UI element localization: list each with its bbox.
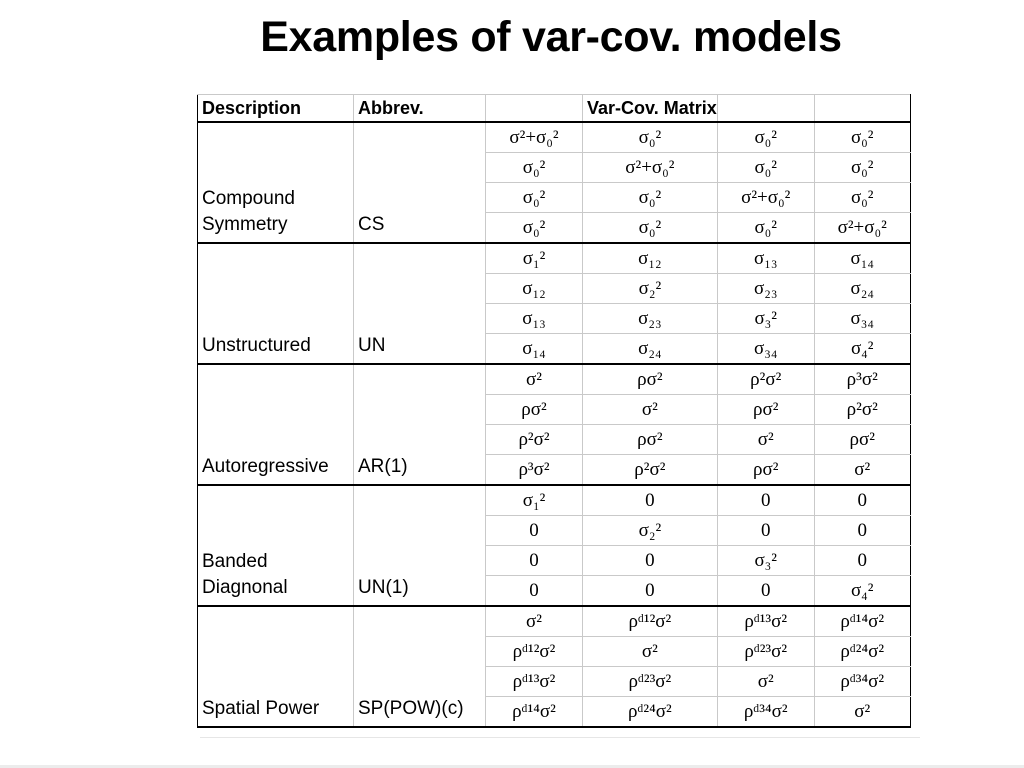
- matrix-cell: σ₀²: [486, 183, 583, 213]
- matrix-cell: 0: [583, 576, 718, 607]
- model-description: Unstructured: [198, 243, 354, 364]
- matrix-cell: σ₀²: [717, 153, 814, 183]
- model-description: Autoregressive: [198, 364, 354, 485]
- header-empty-1: [486, 95, 583, 123]
- table-row: [198, 485, 911, 516]
- matrix-cell: σ₁₃: [717, 243, 814, 274]
- matrix-cell: ρ²σ²: [583, 455, 718, 486]
- matrix-cell: σ₀²: [814, 183, 910, 213]
- matrix-cell: σ²: [583, 395, 718, 425]
- table-row: [198, 364, 911, 395]
- matrix-cell: 0: [717, 516, 814, 546]
- header-empty-3: [814, 95, 910, 123]
- matrix-cell: σ₂²: [583, 516, 718, 546]
- model-abbrev: SP(POW)(c): [354, 606, 486, 727]
- matrix-cell: σ₀²: [717, 213, 814, 244]
- matrix-cell: ρᵈ¹³σ²: [486, 667, 583, 697]
- table-row: [198, 243, 911, 274]
- matrix-cell: 0: [814, 485, 910, 516]
- page-title: Examples of var-cov. models: [260, 13, 842, 61]
- matrix-cell: σ²: [814, 455, 910, 486]
- matrix-cell: σ₁₄: [814, 243, 910, 274]
- header-empty-2: [717, 95, 814, 123]
- model-abbrev: CS: [354, 122, 486, 243]
- matrix-cell: ρσ²: [717, 455, 814, 486]
- matrix-cell: 0: [486, 576, 583, 607]
- var-cov-table: [197, 94, 911, 728]
- matrix-cell: σ²+σ₀²: [717, 183, 814, 213]
- table-row: [198, 606, 911, 637]
- matrix-cell: σ₀²: [583, 213, 718, 244]
- matrix-cell: σ₀²: [583, 122, 718, 153]
- matrix-cell: σ₀²: [486, 213, 583, 244]
- matrix-cell: ρᵈ¹⁴σ²: [486, 697, 583, 728]
- matrix-cell: 0: [717, 576, 814, 607]
- matrix-cell: σ₂₄: [583, 334, 718, 365]
- matrix-cell: σ₃₄: [814, 304, 910, 334]
- matrix-cell: σ₄²: [814, 576, 910, 607]
- matrix-cell: ρᵈ¹³σ²: [717, 606, 814, 637]
- matrix-cell: σ₁²: [486, 485, 583, 516]
- matrix-cell: ρ³σ²: [486, 455, 583, 486]
- matrix-cell: σ²: [717, 425, 814, 455]
- matrix-cell: σ²+σ₀²: [583, 153, 718, 183]
- model-description: Banded Diagnonal: [198, 485, 354, 606]
- model-description: Spatial Power: [198, 606, 354, 727]
- matrix-cell: σ₀²: [814, 122, 910, 153]
- matrix-cell: σ₂₄: [814, 274, 910, 304]
- matrix-cell: ρᵈ²³σ²: [583, 667, 718, 697]
- matrix-cell: σ₁₂: [583, 243, 718, 274]
- matrix-cell: σ₄²: [814, 334, 910, 365]
- matrix-cell: σ²: [486, 606, 583, 637]
- matrix-cell: ρ²σ²: [486, 425, 583, 455]
- matrix-cell: ρᵈ¹⁴σ²: [814, 606, 910, 637]
- model-abbrev: AR(1): [354, 364, 486, 485]
- matrix-cell: ρᵈ¹²σ²: [583, 606, 718, 637]
- matrix-cell: ρ²σ²: [717, 364, 814, 395]
- matrix-cell: σ²+σ₀²: [486, 122, 583, 153]
- matrix-cell: σ²: [814, 697, 910, 728]
- matrix-cell: ρᵈ¹²σ²: [486, 637, 583, 667]
- matrix-cell: ρσ²: [486, 395, 583, 425]
- model-abbrev: UN: [354, 243, 486, 364]
- matrix-cell: ρ²σ²: [814, 395, 910, 425]
- matrix-cell: σ₀²: [717, 122, 814, 153]
- matrix-cell: ρᵈ³⁴σ²: [814, 667, 910, 697]
- matrix-cell: σ²: [486, 364, 583, 395]
- matrix-cell: σ₂₃: [717, 274, 814, 304]
- matrix-cell: 0: [583, 485, 718, 516]
- matrix-cell: σ₃₄: [717, 334, 814, 365]
- matrix-cell: ρ³σ²: [814, 364, 910, 395]
- header-matrix: Var-Cov. Matrix: [583, 95, 718, 123]
- header-description: Description: [198, 95, 354, 123]
- matrix-cell: σ₁²: [486, 243, 583, 274]
- matrix-cell: ρσ²: [717, 395, 814, 425]
- matrix-cell: σ₃²: [717, 304, 814, 334]
- matrix-cell: 0: [814, 516, 910, 546]
- matrix-cell: σ₁₃: [486, 304, 583, 334]
- matrix-cell: ρσ²: [814, 425, 910, 455]
- matrix-cell: ρσ²: [583, 425, 718, 455]
- matrix-cell: σ₁₄: [486, 334, 583, 365]
- matrix-cell: 0: [583, 546, 718, 576]
- matrix-cell: σ₃²: [717, 546, 814, 576]
- matrix-cell: 0: [486, 516, 583, 546]
- matrix-cell: σ²: [717, 667, 814, 697]
- matrix-cell: ρᵈ³⁴σ²: [717, 697, 814, 728]
- matrix-cell: ρσ²: [583, 364, 718, 395]
- matrix-cell: 0: [486, 546, 583, 576]
- matrix-cell: σ²: [583, 637, 718, 667]
- matrix-cell: ρᵈ²⁴σ²: [814, 637, 910, 667]
- model-abbrev: UN(1): [354, 485, 486, 606]
- table-row: [198, 122, 911, 153]
- matrix-cell: ρᵈ²⁴σ²: [583, 697, 718, 728]
- matrix-cell: σ₂²: [583, 274, 718, 304]
- matrix-cell: σ²+σ₀²: [814, 213, 910, 244]
- matrix-cell: 0: [717, 485, 814, 516]
- model-description: Compound Symmetry: [198, 122, 354, 243]
- matrix-cell: σ₀²: [583, 183, 718, 213]
- matrix-cell: σ₁₂: [486, 274, 583, 304]
- header-row: [198, 95, 911, 123]
- table-bottom-rule: [200, 737, 920, 738]
- matrix-cell: σ₂₃: [583, 304, 718, 334]
- header-abbrev: Abbrev.: [354, 95, 486, 123]
- matrix-cell: ρᵈ²³σ²: [717, 637, 814, 667]
- matrix-cell: σ₀²: [814, 153, 910, 183]
- matrix-cell: 0: [814, 546, 910, 576]
- matrix-cell: σ₀²: [486, 153, 583, 183]
